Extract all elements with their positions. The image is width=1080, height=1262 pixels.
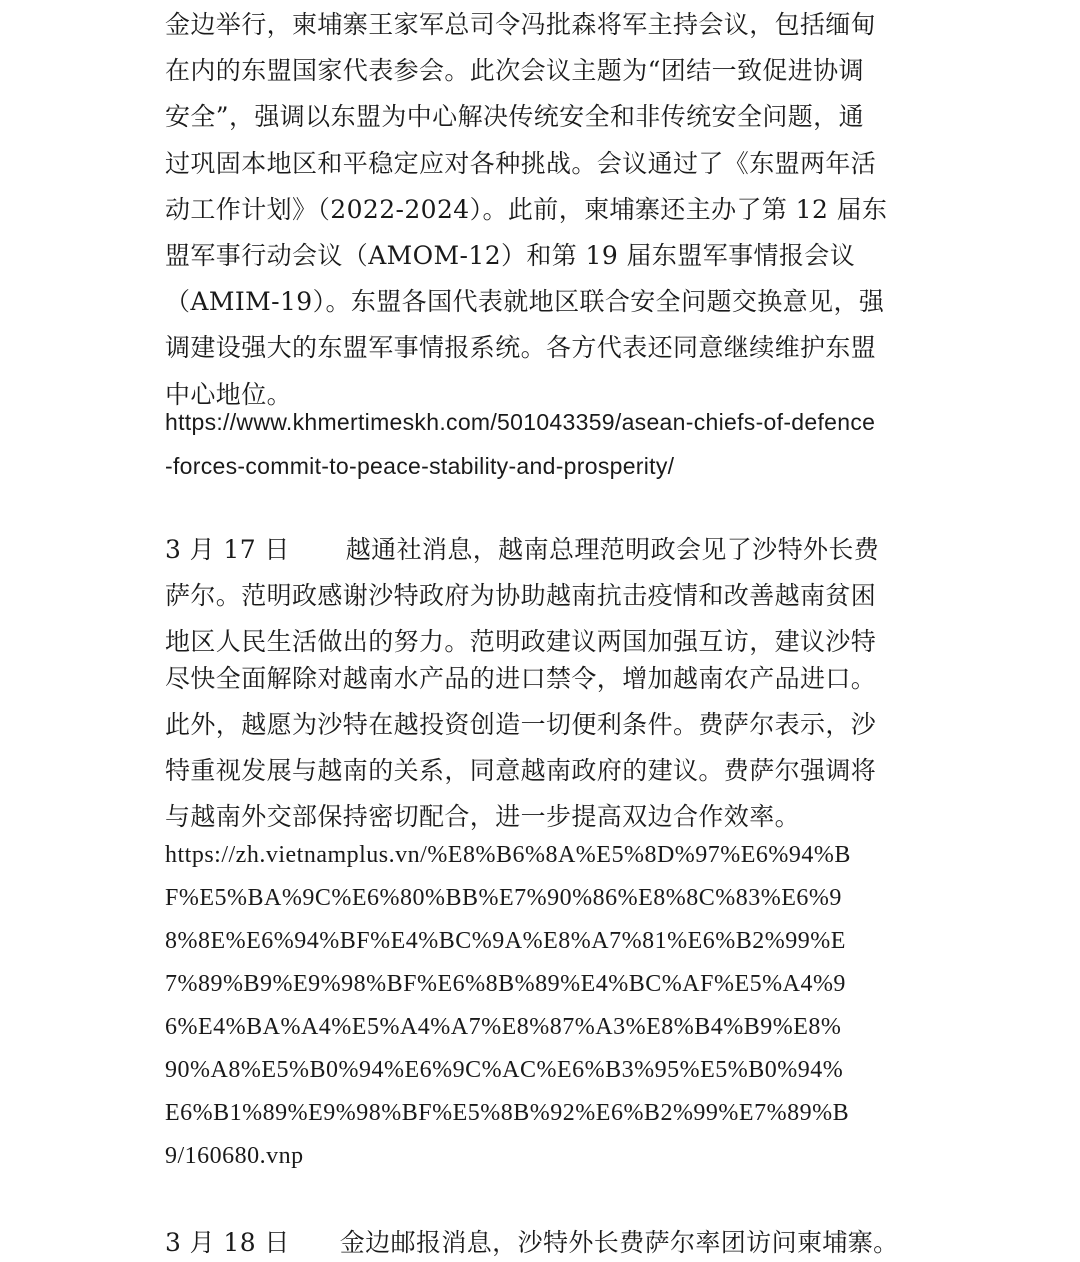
source-link[interactable]: 9/160680.vnp bbox=[165, 1143, 304, 1169]
entry-text: 越通社消息，越南总理范明政会见了沙特外长费 bbox=[345, 535, 880, 564]
paragraph-line: 动工作计划》（2022-2024）。此前，柬埔寨还主办了第 12 届东 bbox=[165, 195, 888, 224]
paragraph-line: 特重视发展与越南的关系，同意越南政府的建议。费萨尔强调将 bbox=[165, 756, 877, 785]
source-link[interactable]: 8%8E%E6%94%BF%E4%BC%9A%E8%A7%81%E6%B2%99%E bbox=[165, 928, 846, 954]
source-link[interactable]: -forces-commit-to-peace-stability-and-prosperity/ bbox=[165, 453, 675, 479]
paragraph-line: 萨尔。范明政感谢沙特政府为协助越南抗击疫情和改善越南贫困 bbox=[165, 581, 877, 610]
source-link[interactable]: 7%89%B9%E9%98%BF%E6%8B%89%E4%BC%AF%E5%A4%9 bbox=[165, 971, 846, 997]
entry-text: 金边邮报消息，沙特外长费萨尔率团访问柬埔寨。 bbox=[339, 1228, 899, 1257]
paragraph-line: 在内的东盟国家代表参会。此次会议主题为“团结一致促进协调 bbox=[165, 56, 864, 85]
source-link[interactable]: F%E5%BA%9C%E6%80%BB%E7%90%86%E8%8C%83%E6%9 bbox=[165, 885, 842, 911]
paragraph-line: 调建设强大的东盟军事情报系统。各方代表还同意继续维护东盟 bbox=[165, 333, 877, 362]
paragraph-line: 与越南外交部保持密切配合，进一步提高双边合作效率。 bbox=[165, 802, 801, 831]
paragraph-line: 盟军事行动会议（AMOM-12）和第 19 届东盟军事情报会议 bbox=[165, 241, 856, 270]
paragraph-line: 金边举行，柬埔寨王家军总司令冯批森将军主持会议，包括缅甸 bbox=[165, 10, 877, 39]
entry-first-line bbox=[165, 1226, 917, 1260]
source-link[interactable]: E6%B1%89%E9%98%BF%E5%8B%92%E6%B2%99%E7%89%B bbox=[165, 1100, 850, 1126]
source-link[interactable]: https://zh.vietnamplus.vn/%E8%B6%8A%E5%8D%97%E6%94%B bbox=[165, 842, 851, 868]
source-link[interactable]: 90%A8%E5%B0%94%E6%9C%AC%E6%B3%95%E5%B0%94% bbox=[165, 1057, 844, 1083]
source-link[interactable]: 6%E4%BA%A4%E5%A4%A7%E8%87%A3%E8%B4%B9%E8% bbox=[165, 1014, 842, 1040]
paragraph-line: 安全”，强调以东盟为中心解决传统安全和非传统安全问题，通 bbox=[165, 102, 864, 131]
paragraph-line: 此外，越愿为沙特在越投资创造一切便利条件。费萨尔表示，沙 bbox=[165, 710, 877, 739]
paragraph-line: （AMIM-19）。东盟各国代表就地区联合安全问题交换意见，强 bbox=[165, 287, 885, 316]
paragraph-line: 中心地位。 bbox=[165, 380, 293, 409]
paragraph-line: 尽快全面解除对越南水产品的进口禁令，增加越南农产品进口。 bbox=[165, 664, 877, 693]
entry-date: 3 月 18 日 bbox=[165, 1228, 290, 1257]
source-link[interactable]: https://www.khmertimeskh.com/501043359/asean-chiefs-of-defence bbox=[165, 409, 876, 435]
entry-first-line bbox=[165, 533, 917, 567]
paragraph-line: 过巩固本地区和平稳定应对各种挑战。会议通过了《东盟两年活 bbox=[165, 149, 877, 178]
entry-date: 3 月 17 日 bbox=[165, 535, 290, 564]
paragraph-line: 地区人民生活做出的努力。范明政建议两国加强互访，建议沙特 bbox=[165, 627, 877, 656]
